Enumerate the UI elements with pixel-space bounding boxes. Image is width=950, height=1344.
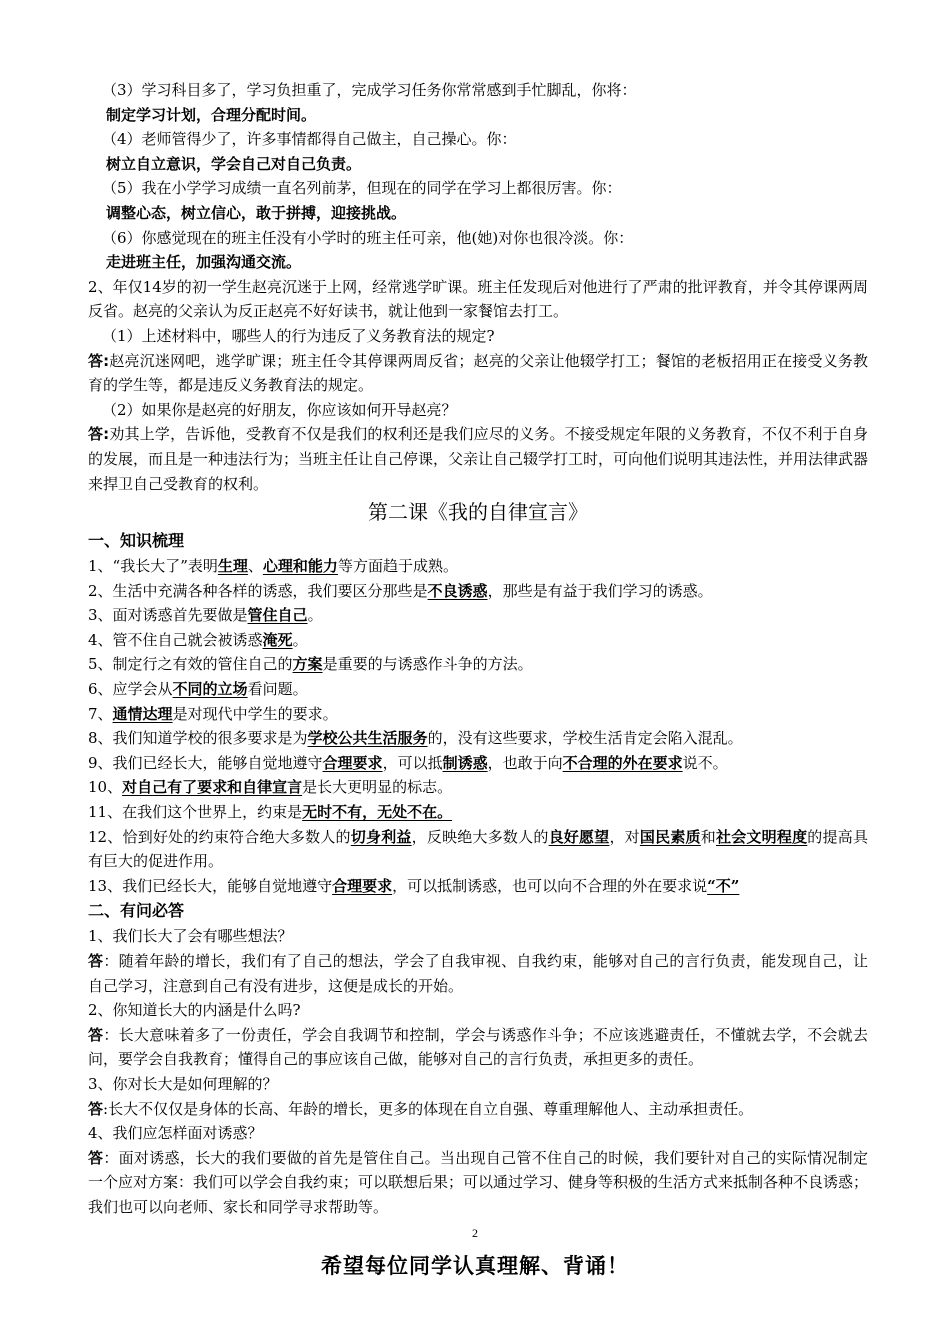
question-4: （4）老师管得少了，许多事情都得自己做主，自己操心。你： xyxy=(102,130,517,149)
item-text: 是重要的与诱惑作斗争的方法。 xyxy=(322,655,533,674)
case-material: 2、年仅14岁的初一学生赵亮沉迷于上网，经常逃学旷课。班主任发现后对他进行了严肃的批评教育，并令其停课两周反省。赵亮的父亲认为反正赵亮不好好读书，就让他到一家餐馆去打工。 xyxy=(88,277,868,321)
qa-answer-text: ：长大意味着多了一份责任，学会自我调节和控制，学会与诱惑作斗争；不应该逃避责任，不懂就去学，不会就去问，要学会自我教育；懂得自己的事应该自己做，能够对自己的言行负责，承担更多的责任。 xyxy=(88,1025,868,1069)
knowledge-item xyxy=(88,825,868,874)
key-term: 不良诱惑 xyxy=(427,581,488,600)
knowledge-item xyxy=(88,726,868,751)
key-term: 方案 xyxy=(292,655,323,674)
section-heading-knowledge: 一、知识梳理 xyxy=(88,531,185,551)
answer-label: 答 xyxy=(88,1148,104,1167)
item-text: 11、在我们这个世界上，约束是 xyxy=(88,803,303,822)
answer-5: 调整心态，树立信心，敢于拼搏，迎接挑战。 xyxy=(106,203,407,222)
lesson-title: 第二课《我的自律宣言》 xyxy=(368,500,588,525)
qa-answer-text: ：面对诱惑，长大的我们要做的首先是管住自己。当出现自己管不住自己的时候，我们要针对自己的实际情况制定一个应对方案：我们可以学会自我约束；可以联想后果；可以通过学习、健身等积极的生活方式来抵制各种不良诱惑；我们也可以向老师、家长和同学寻求帮助等。 xyxy=(88,1148,869,1216)
qa-list xyxy=(88,924,868,1219)
item-text: 。 xyxy=(307,606,323,625)
item-text: 2、生活中充满各种各样的诱惑，我们要区分那些是 xyxy=(88,581,428,600)
item-text: 、 xyxy=(247,557,263,576)
key-term: 无时不有，无处不在。 xyxy=(302,803,453,822)
knowledge-item xyxy=(88,579,868,604)
case-question-1: （1）上述材料中，哪些人的行为违反了义务教育法的规定? xyxy=(102,326,495,345)
key-term: “不” xyxy=(707,876,740,895)
page-number: 2 xyxy=(472,1226,478,1240)
knowledge-item xyxy=(88,874,868,899)
answer-label: 答: xyxy=(88,351,110,370)
question-5: （5）我在小学学习成绩一直名列前茅，但现在的同学在学习上都很厉害。你： xyxy=(102,179,622,198)
case-question-2: （2）如果你是赵亮的好朋友，你应该如何开导赵亮？ xyxy=(102,400,457,419)
item-text: 4、管不住自己就会被诱惑 xyxy=(88,630,263,649)
key-term: 生理 xyxy=(217,557,248,576)
case-answer-1 xyxy=(88,349,868,398)
answer-label: 答: xyxy=(88,425,110,444)
item-text: 1、“我长大了”表明 xyxy=(88,557,218,576)
item-text: 10、 xyxy=(88,778,123,797)
case-answer-2-text: 劝其上学，告诉他，受教育不仅是我们的权利还是我们应尽的义务。不接受规定年限的义务教育，不仅不利于自身的发展，而且是一种违法行为；当班主任让自己停课，父亲让自己辍学打工时，可向他们说明其违法性，并用法律武器来捍卫自己受教育的权利。 xyxy=(88,425,869,493)
key-term: 淹死 xyxy=(262,630,293,649)
item-text: 。 xyxy=(292,630,308,649)
item-text: 12、恰到好处的约束符合绝大多数人的 xyxy=(88,827,351,846)
item-text: 看问题。 xyxy=(247,680,308,699)
document-body xyxy=(88,78,868,1220)
key-term: 不合理的外在要求 xyxy=(562,753,683,772)
item-text: ，也敢于向 xyxy=(487,753,563,772)
item-text: ，那些是有益于我们学习的诱惑。 xyxy=(487,581,713,600)
item-text: 8、我们知道学校的很多要求是为 xyxy=(88,729,308,748)
item-text: 的，没有这些要求，学校生活肯定会陷入混乱。 xyxy=(427,729,743,748)
key-term: 心理和能力 xyxy=(262,557,338,576)
key-term: 通情达理 xyxy=(112,704,173,723)
item-text: 和 xyxy=(700,827,716,846)
key-term: 管住自己 xyxy=(247,606,308,625)
knowledge-item xyxy=(88,800,868,825)
item-text: 说不。 xyxy=(682,753,728,772)
qa-answer xyxy=(88,1146,868,1220)
knowledge-item xyxy=(88,775,868,800)
answer-label: 答 xyxy=(88,1099,104,1118)
item-text: 等方面趋于成熟。 xyxy=(337,557,458,576)
item-text: 是长大更明显的标志。 xyxy=(302,778,453,797)
key-term: 制诱惑 xyxy=(442,753,488,772)
knowledge-item xyxy=(88,603,868,628)
item-text: ，反映绝大多数人的 xyxy=(411,827,549,846)
knowledge-item xyxy=(88,652,868,677)
knowledge-item xyxy=(88,628,868,653)
knowledge-item xyxy=(88,554,868,579)
knowledge-item xyxy=(88,751,868,776)
knowledge-list xyxy=(88,554,868,898)
qa-answer xyxy=(88,1023,868,1072)
key-term: 合理要求 xyxy=(332,876,393,895)
qa-question: 1、我们长大了会有哪些想法？ xyxy=(88,927,293,946)
key-term: 良好愿望 xyxy=(548,827,610,846)
answer-4: 树立自立意识，学会自己对自己负责。 xyxy=(106,154,362,173)
answer-3: 制定学习计划，合理分配时间。 xyxy=(106,105,317,124)
answer-6: 走进班主任，加强沟通交流。 xyxy=(106,253,302,272)
item-text: 6、应学会从 xyxy=(88,680,173,699)
key-term: 国民素质 xyxy=(639,827,701,846)
answer-label: 答 xyxy=(88,1025,104,1044)
item-text: 7、 xyxy=(88,704,113,723)
qa-answer-text: :长大不仅仅是身体的长高、年龄的增长，更多的体现在自立自强、尊重理解他人、主动承担责任。 xyxy=(103,1099,754,1118)
key-term: 对自己有了要求和自律宣言 xyxy=(122,778,303,797)
case-answer-2 xyxy=(88,422,868,496)
item-text: 的提高具有巨大的促进作用。 xyxy=(88,827,868,871)
item-text: 9、我们已经长大，能够自觉地遵守 xyxy=(88,753,323,772)
item-text: 3、面对诱惑首先要做是 xyxy=(88,606,248,625)
footer-slogan: 希望每位同学认真理解、背诵！ xyxy=(321,1254,629,1278)
key-term: 学校公共生活服务 xyxy=(307,729,428,748)
key-term: 社会文明程度 xyxy=(716,827,808,846)
qa-answer xyxy=(88,1097,868,1122)
section-heading-qa: 二、有问必答 xyxy=(88,901,185,921)
item-text: 是对现代中学生的要求。 xyxy=(172,704,338,723)
key-term: 不同的立场 xyxy=(172,680,248,699)
key-term: 切身利益 xyxy=(350,827,412,846)
question-6: （6）你感觉现在的班主任没有小学时的班主任可亲，他(她)对你也很冷淡。你： xyxy=(102,228,634,247)
qa-answer xyxy=(88,949,868,998)
qa-answer-text: ：随着年龄的增长，我们有了自己的想法，学会了自我审视、自我约束，能够对自己的言行负责，能发现自己，让自己学习，注意到自己有没有进步，这便是成长的开始。 xyxy=(88,952,868,995)
item-text: 13、我们已经长大，能够自觉地遵守 xyxy=(88,876,333,895)
question-3: （3）学习科目多了，学习负担重了，完成学习任务你常常感到手忙脚乱，你将： xyxy=(102,81,637,99)
qa-question: 3、你对长大是如何理解的？ xyxy=(88,1074,278,1093)
item-text: ，可以抵 xyxy=(382,753,443,772)
qa-question: 2、你知道长大的内涵是什么吗? xyxy=(88,1001,301,1020)
case-answer-1-text: 赵亮沉迷网吧，逃学旷课；班主任令其停课两周反省；赵亮的父亲让他辍学打工；餐馆的老板招用正在接受义务教育的学生等，都是违反义务教育法的规定。 xyxy=(88,351,869,395)
item-text: ，可以抵制诱惑，也可以向不合理的外在要求说 xyxy=(392,876,708,895)
qa-question: 4、我们应怎样面对诱惑？ xyxy=(88,1124,263,1143)
knowledge-item xyxy=(88,677,868,702)
answer-label: 答 xyxy=(88,952,104,970)
key-term: 合理要求 xyxy=(322,753,383,772)
item-text: ，对 xyxy=(609,827,640,846)
item-text: 5、制定行之有效的管住自己的 xyxy=(88,655,293,674)
knowledge-item xyxy=(88,702,868,727)
